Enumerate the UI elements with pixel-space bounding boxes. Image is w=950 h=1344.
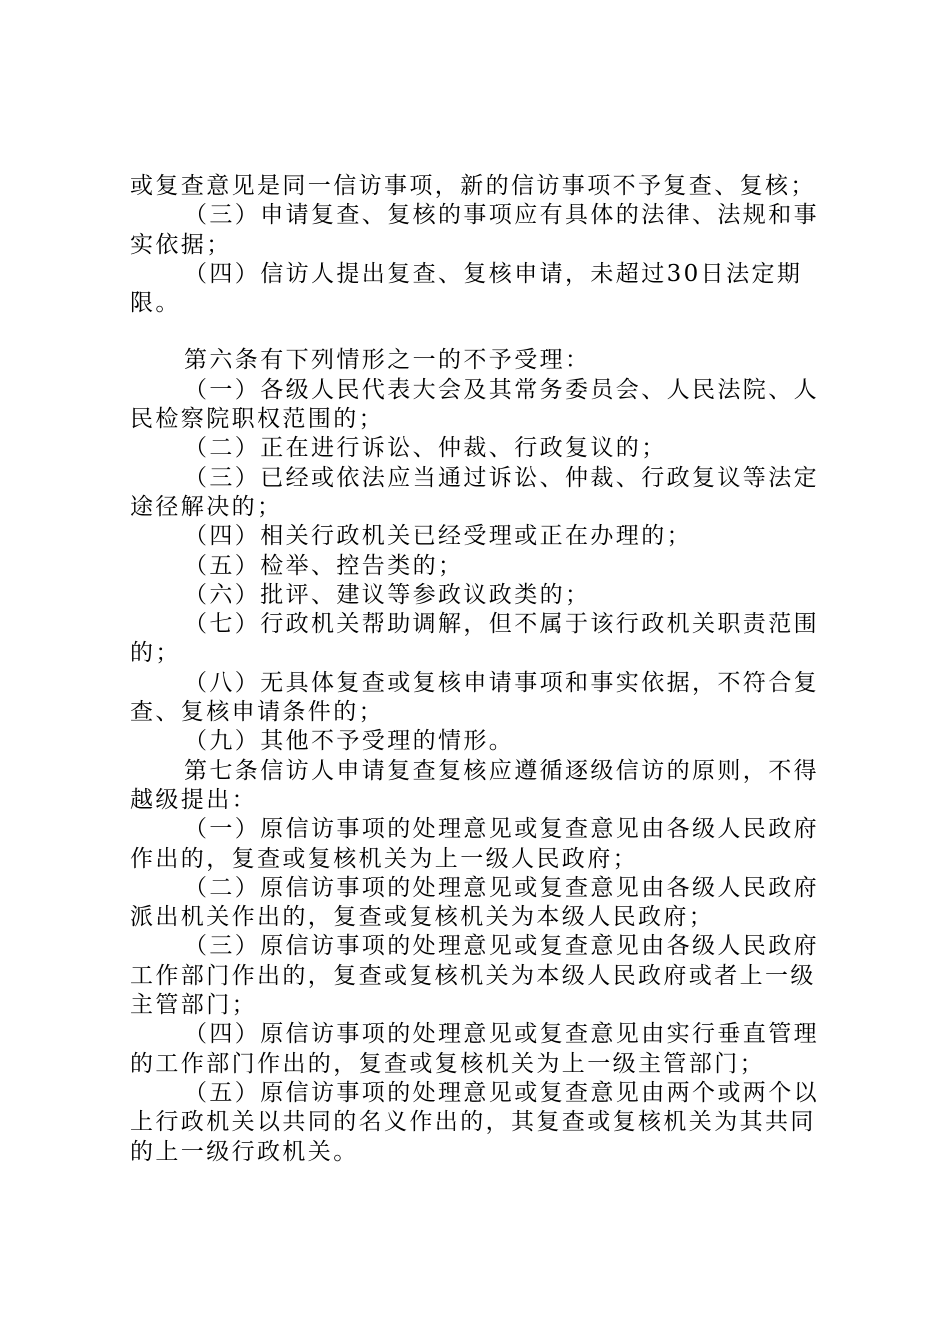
article-7-item-2: （二）原信访事项的处理意见或复查意见由各级人民政府派出机关作出的，复查或复核机关为本级人民政府；: [130, 874, 819, 931]
article-6-item-7: （七）行政机关帮助调解，但不属于该行政机关职责范围的；: [130, 611, 819, 667]
article-6-item-3: （三）已经或依法应当通过诉讼、仲裁、行政复议等法定途径解决的；: [130, 464, 819, 520]
document-page: [130, 172, 840, 1167]
article-7-item-4: （四）原信访事项的处理意见或复查意见由实行垂直管理的工作部门作出的，复查或复核机关为上一级主管部门；: [130, 1021, 819, 1077]
article-7-item-5: （五）原信访事项的处理意见或复查意见由两个或两个以上行政机关以共同的名义作出的，其复查或复核机关为其共同的上一级行政机关。: [130, 1079, 819, 1165]
article-6-item-1: （一）各级人民代表大会及其常务委员会、人民法院、人民检察院职权范围的；: [130, 376, 819, 433]
article-7-item-1: （一）原信访事项的处理意见或复查意见由各级人民政府作出的，复查或复核机关为上一级人民政府；: [130, 816, 819, 872]
article-6-item-8: （八）无具体复查或复核申请事项和事实依据，不符合复查、复核申请条件的；: [130, 669, 819, 726]
paragraph-item-3: （三）申请复查、复核的事项应有具体的法律、法规和事实依据；: [130, 202, 819, 258]
article-6-item-9: （九）其他不予受理的情形。: [184, 728, 515, 755]
article-6-item-2: （二）正在进行诉讼、仲裁、行政复议的；: [184, 435, 667, 462]
paragraph-continuation: 或复查意见是同一信访事项，新的信访事项不予复查、复核；: [130, 173, 816, 199]
article-6-item-4: （四）相关行政机关已经受理或正在办理的；: [184, 523, 692, 550]
article-7-heading: 第七条信访人申请复查复核应遵循逐级信访的原则，不得越级提出：: [130, 757, 819, 813]
article-6-item-6: （六）批评、建议等参政议政类的；: [184, 581, 591, 608]
paragraph-item-4: （四）信访人提出复查、复核申请，未超过30日法定期限。: [130, 260, 803, 317]
article-6-item-5: （五）检举、控告类的；: [184, 552, 464, 579]
article-6-heading: 第六条有下列情形之一的不予受理：: [184, 347, 591, 374]
article-7-item-3: （三）原信访事项的处理意见或复查意见由各级人民政府工作部门作出的，复查或复核机关为本级人民政府或者上一级主管部门；: [130, 933, 819, 1019]
